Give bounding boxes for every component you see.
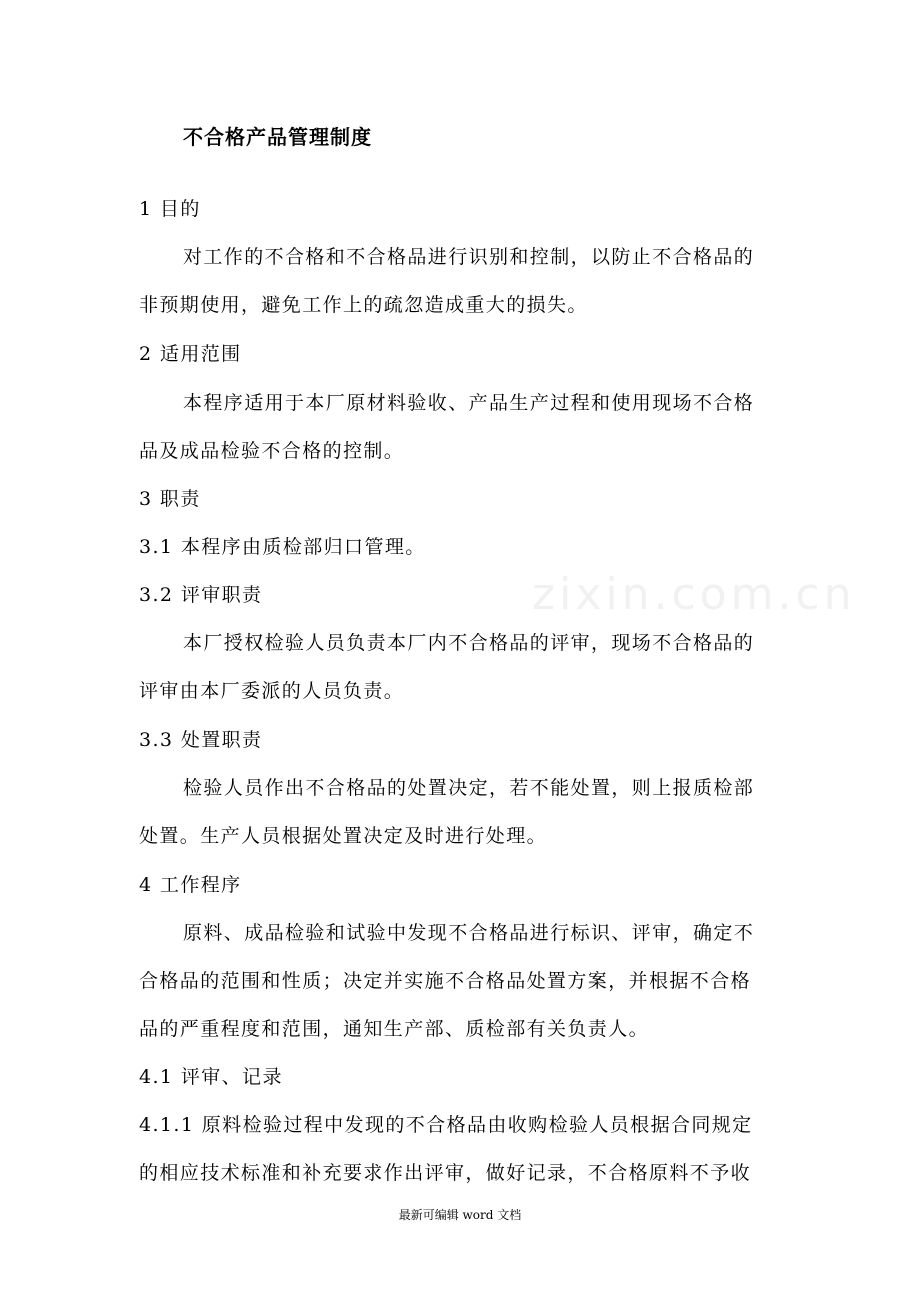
- subsection-heading: 3.1 本程序由质检部归口管理。: [139, 536, 426, 558]
- paragraph-line: 合格品的范围和性质；决定并实施不合格品处置方案，并根据不合格: [139, 970, 752, 992]
- subsection-heading: 3.3 处置职责: [139, 729, 263, 751]
- paragraph-line: 4.1.1 原料检验过程中发现的不合格品由收购检验人员根据合同规定: [139, 1114, 753, 1136]
- document-title: 不合格产品管理制度: [183, 125, 372, 149]
- paragraph-line: 本程序适用于本厂原材料验收、产品生产过程和使用现场不合格: [183, 392, 755, 414]
- subsection-heading: 4.1 评审、记录: [139, 1066, 283, 1088]
- paragraph-line: 品的严重程度和范围，通知生产部、质检部有关负责人。: [139, 1018, 650, 1040]
- paragraph-line: 对工作的不合格和不合格品进行识别和控制，以防止不合格品的: [183, 246, 755, 268]
- watermark: zixin.com.cn: [532, 569, 856, 620]
- paragraph-line: 原料、成品检验和试验中发现不合格品进行标识、评审，确定不: [183, 922, 755, 944]
- paragraph-line: 的相应技术标准和补充要求作出评审，做好记录，不合格原料不予收: [139, 1162, 752, 1184]
- paragraph-line: 检验人员作出不合格品的处置决定，若不能处置，则上报质检部: [183, 777, 755, 799]
- paragraph-line: 处置。生产人员根据处置决定及时进行处理。: [139, 825, 548, 847]
- section-heading-purpose: 1 目的: [139, 198, 201, 220]
- section-heading-procedure: 4 工作程序: [139, 874, 242, 896]
- paragraph-line: 品及成品检验不合格的控制。: [139, 440, 405, 462]
- paragraph-line: 非预期使用，避免工作上的疏忽造成重大的损失。: [139, 294, 588, 316]
- section-heading-scope: 2 适用范围: [139, 343, 242, 365]
- paragraph-line: 评审由本厂委派的人员负责。: [139, 680, 405, 702]
- paragraph-line: 本厂授权检验人员负责本厂内不合格品的评审，现场不合格品的: [183, 632, 755, 654]
- subsection-heading: 3.2 评审职责: [139, 584, 263, 606]
- section-heading-duties: 3 职责: [139, 488, 201, 510]
- page-footer: 最新可编辑 word 文档: [398, 1208, 522, 1222]
